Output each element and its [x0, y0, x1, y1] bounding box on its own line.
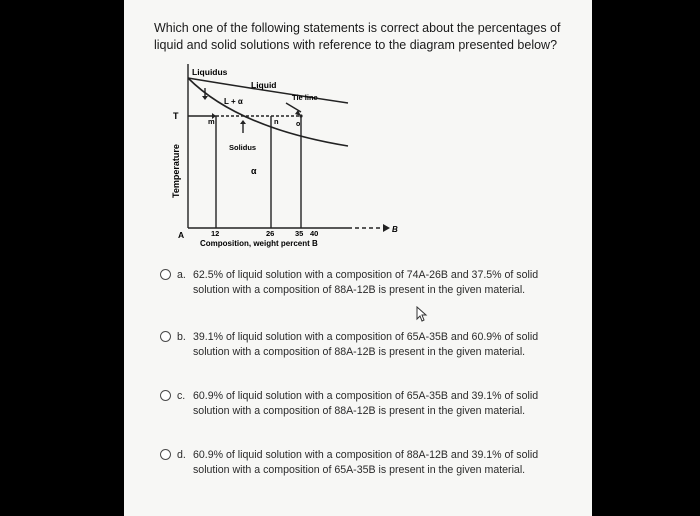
- solidus-arrowhead: [240, 120, 246, 124]
- label-solidus: Solidus: [229, 143, 257, 152]
- axis-label-temperature: Temperature: [171, 144, 181, 198]
- option-a[interactable]: [160, 268, 560, 297]
- tick-26: 26: [266, 229, 275, 238]
- option-d-letter: d.: [177, 449, 186, 461]
- label-tie-line: Tie line: [292, 93, 318, 102]
- tick-40: 40: [310, 229, 319, 238]
- liquidus-arrowhead: [202, 96, 208, 100]
- label-n: n: [274, 117, 279, 126]
- option-b[interactable]: [160, 330, 560, 359]
- tie-point-o: [299, 114, 302, 117]
- axis-label-composition: Composition, weight percent B: [200, 239, 318, 248]
- tick-12: 12: [211, 229, 220, 238]
- label-m: m: [208, 117, 215, 126]
- option-a-letter: a.: [177, 269, 186, 281]
- option-c-letter: c.: [177, 390, 186, 402]
- option-b-letter: b.: [177, 331, 186, 343]
- mouse-cursor-icon: [416, 306, 428, 322]
- question-sheet: [124, 0, 592, 516]
- option-a-text: 62.5% of liquid solution with a composition of 74A-26B and 37.5% of solid solution with a composition of 88A-12B is present in the given material.: [193, 269, 539, 296]
- option-d[interactable]: [160, 448, 560, 477]
- label-a: A: [178, 230, 185, 240]
- label-liquidus: Liquidus: [192, 67, 228, 77]
- option-d-text: 60.9% of liquid solution with a composition of 88A-12B and 39.1% of solid solution with a composition of 65A-35B is present in the given material.: [193, 449, 539, 476]
- option-b-text: 39.1% of liquid solution with a composition of 65A-35B and 60.9% of solid solution with a composition of 88A-12B is present in the given material.: [193, 331, 539, 358]
- tick-35: 35: [295, 229, 304, 238]
- option-d-radio[interactable]: [160, 449, 171, 460]
- label-alpha: α: [251, 166, 257, 176]
- x-axis-arrowhead: [383, 224, 390, 232]
- question-text: Which one of the following statements is correct about the percentages of liquid and solid solutions with reference to the diagram presented below?: [154, 21, 561, 52]
- option-b-radio[interactable]: [160, 331, 171, 342]
- option-c-radio[interactable]: [160, 390, 171, 401]
- label-t: T: [173, 111, 179, 121]
- label-l-plus-alpha: L + α: [224, 97, 243, 106]
- label-b: B: [392, 225, 398, 234]
- label-liquid: Liquid: [251, 80, 277, 90]
- label-o: o: [296, 121, 301, 128]
- phase-diagram: [168, 58, 418, 258]
- tie-line-pointer: [286, 103, 301, 112]
- option-a-radio[interactable]: [160, 269, 171, 280]
- option-c[interactable]: [160, 389, 560, 418]
- option-c-text: 60.9% of liquid solution with a composition of 65A-35B and 39.1% of solid solution with a composition of 88A-12B is present in the given material.: [193, 390, 539, 417]
